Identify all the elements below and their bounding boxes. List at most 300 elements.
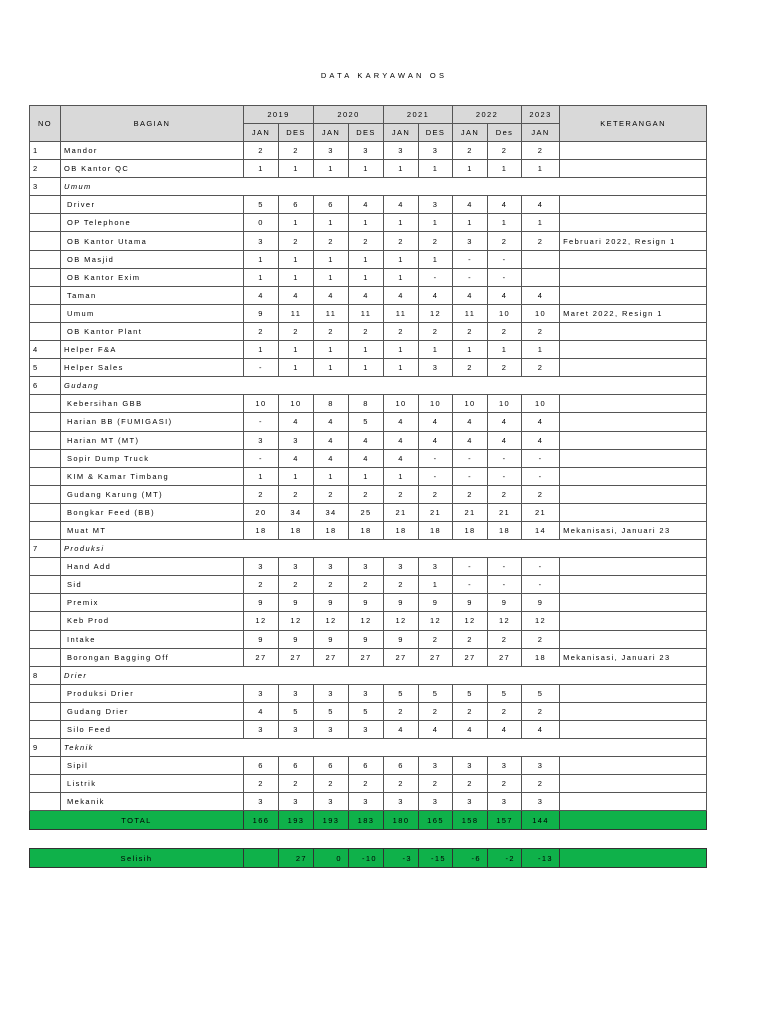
row-value: 3: [244, 558, 279, 576]
row-value: -: [453, 558, 488, 576]
row-no: [30, 232, 61, 250]
row-value: 6: [279, 196, 314, 214]
row-value: 2: [488, 142, 522, 160]
row-no: [30, 775, 61, 793]
row-value: 1: [349, 341, 384, 359]
row-value: 1: [522, 214, 560, 232]
table-row: [30, 214, 707, 232]
row-bagian: OB Kantor Plant: [61, 322, 244, 340]
row-value: 3: [314, 684, 349, 702]
row-value: 5: [488, 684, 522, 702]
row-bagian: Sopir Dump Truck: [61, 449, 244, 467]
section-row: [30, 540, 707, 558]
row-no: [30, 576, 61, 594]
row-value: 3: [419, 359, 453, 377]
row-keterangan: [560, 721, 707, 739]
row-value: 12: [314, 612, 349, 630]
row-value: 3: [349, 142, 384, 160]
row-no: [30, 702, 61, 720]
row-bagian: OB Masjid: [61, 250, 244, 268]
row-keterangan: [560, 322, 707, 340]
row-value: 4: [453, 196, 488, 214]
row-keterangan: [560, 449, 707, 467]
row-value: 3: [279, 721, 314, 739]
row-bagian: Keb Prod: [61, 612, 244, 630]
row-bagian: Mekanik: [61, 793, 244, 811]
row-bagian: OP Telephone: [61, 214, 244, 232]
row-value: 5: [349, 702, 384, 720]
row-value: 2: [453, 775, 488, 793]
row-value: 3: [244, 793, 279, 811]
row-value: 2: [349, 775, 384, 793]
table-row: [30, 757, 707, 775]
row-bagian: Gudang Karung (MT): [61, 485, 244, 503]
row-value: 11: [384, 304, 419, 322]
table-row: [30, 521, 707, 539]
row-value: 3: [279, 793, 314, 811]
row-bagian: Driver: [61, 196, 244, 214]
row-value: 3: [384, 142, 419, 160]
row-keterangan: [560, 395, 707, 413]
row-bagian: Sid: [61, 576, 244, 594]
row-bagian: Drier: [61, 666, 707, 684]
row-no: [30, 322, 61, 340]
row-value: 1: [349, 160, 384, 178]
total-value: 193: [279, 811, 314, 829]
row-bagian: Produksi: [61, 540, 707, 558]
row-value: -: [453, 467, 488, 485]
row-value: 6: [279, 757, 314, 775]
row-bagian: Gudang Drier: [61, 702, 244, 720]
row-bagian: Intake: [61, 630, 244, 648]
row-value: 1: [522, 341, 560, 359]
row-value: 27: [279, 648, 314, 666]
total-value: 157: [488, 811, 522, 829]
row-keterangan: [560, 160, 707, 178]
table-row: [30, 558, 707, 576]
header-year-2021: 2021: [384, 106, 453, 124]
row-no: 6: [30, 377, 61, 395]
row-no: [30, 630, 61, 648]
row-value: 2: [488, 702, 522, 720]
row-value: 2: [522, 359, 560, 377]
row-keterangan: [560, 558, 707, 576]
header-year-2023: 2023: [522, 106, 560, 124]
row-value: 1: [279, 250, 314, 268]
row-value: 2: [522, 775, 560, 793]
row-no: [30, 721, 61, 739]
row-value: -: [244, 413, 279, 431]
selisih-value: [244, 849, 279, 868]
row-value: 4: [419, 721, 453, 739]
row-value: 18: [244, 521, 279, 539]
row-value: 27: [384, 648, 419, 666]
row-value: 10: [453, 395, 488, 413]
row-value: 2: [522, 322, 560, 340]
selisih-value: -13: [522, 849, 560, 868]
row-value: 1: [419, 576, 453, 594]
row-value: 1: [314, 359, 349, 377]
row-value: 1: [244, 341, 279, 359]
total-value: 165: [419, 811, 453, 829]
row-value: 20: [244, 503, 279, 521]
row-keterangan: Mekanisasi, Januari 23: [560, 648, 707, 666]
row-value: 9: [244, 630, 279, 648]
row-value: 2: [419, 702, 453, 720]
row-value: [522, 250, 560, 268]
row-value: 2: [522, 142, 560, 160]
row-value: 5: [419, 684, 453, 702]
row-no: [30, 413, 61, 431]
row-no: [30, 449, 61, 467]
table-row: [30, 630, 707, 648]
row-value: 10: [244, 395, 279, 413]
row-value: 3: [384, 793, 419, 811]
table-row: [30, 793, 707, 811]
row-keterangan: [560, 594, 707, 612]
row-bagian: OB Kantor Exim: [61, 268, 244, 286]
row-value: 1: [314, 250, 349, 268]
row-value: 2: [419, 322, 453, 340]
row-no: [30, 793, 61, 811]
row-value: 3: [244, 431, 279, 449]
row-value: 4: [384, 721, 419, 739]
row-value: 21: [522, 503, 560, 521]
total-value: 144: [522, 811, 560, 829]
row-value: 18: [349, 521, 384, 539]
row-value: 14: [522, 521, 560, 539]
row-bagian: Silo Feed: [61, 721, 244, 739]
row-value: 4: [488, 413, 522, 431]
row-value: 0: [244, 214, 279, 232]
row-value: 2: [384, 485, 419, 503]
row-bagian: Gudang: [61, 377, 707, 395]
row-bagian: Mandor: [61, 142, 244, 160]
row-keterangan: [560, 341, 707, 359]
row-value: 2: [522, 630, 560, 648]
row-value: 2: [244, 485, 279, 503]
row-keterangan: [560, 413, 707, 431]
row-value: 18: [314, 521, 349, 539]
row-value: 1: [384, 214, 419, 232]
row-value: 21: [384, 503, 419, 521]
row-value: 1: [384, 250, 419, 268]
row-value: 3: [349, 721, 384, 739]
row-value: 4: [279, 449, 314, 467]
row-value: 1: [349, 250, 384, 268]
row-value: 3: [279, 684, 314, 702]
row-value: 4: [522, 431, 560, 449]
total-label: TOTAL: [30, 811, 244, 829]
row-bagian: Listrik: [61, 775, 244, 793]
total-keterangan: [560, 811, 707, 829]
row-value: 1: [279, 214, 314, 232]
row-value: -: [522, 576, 560, 594]
row-bagian: Helper Sales: [61, 359, 244, 377]
row-value: 4: [384, 431, 419, 449]
row-no: 8: [30, 666, 61, 684]
row-value: -: [453, 250, 488, 268]
row-value: 1: [453, 160, 488, 178]
row-keterangan: [560, 775, 707, 793]
row-bagian: Hand Add: [61, 558, 244, 576]
row-value: 12: [279, 612, 314, 630]
selisih-label: Selisih: [30, 849, 244, 868]
row-value: 1: [384, 467, 419, 485]
row-value: 34: [279, 503, 314, 521]
row-no: [30, 503, 61, 521]
row-value: 2: [453, 142, 488, 160]
row-bagian: Umum: [61, 178, 707, 196]
row-value: 2: [419, 485, 453, 503]
selisih-table: [29, 848, 707, 868]
row-value: 3: [314, 558, 349, 576]
row-value: 11: [279, 304, 314, 322]
row-value: 1: [244, 250, 279, 268]
row-no: [30, 612, 61, 630]
row-no: 2: [30, 160, 61, 178]
row-no: 4: [30, 341, 61, 359]
header-month: JAN: [384, 124, 419, 142]
selisih-value: 0: [314, 849, 349, 868]
row-value: 1: [349, 268, 384, 286]
row-value: 3: [488, 757, 522, 775]
header-month: Des: [488, 124, 522, 142]
row-value: 4: [488, 431, 522, 449]
row-value: 4: [314, 449, 349, 467]
row-value: 2: [384, 702, 419, 720]
row-value: 3: [488, 793, 522, 811]
header-year-2019: 2019: [244, 106, 314, 124]
row-value: 12: [384, 612, 419, 630]
row-value: 2: [314, 576, 349, 594]
row-value: 3: [419, 558, 453, 576]
section-row: [30, 739, 707, 757]
row-no: [30, 431, 61, 449]
row-keterangan: [560, 359, 707, 377]
row-value: 2: [488, 630, 522, 648]
row-value: 2: [244, 576, 279, 594]
row-value: 2: [314, 775, 349, 793]
row-value: 5: [279, 702, 314, 720]
row-value: 3: [419, 142, 453, 160]
table-row: [30, 142, 707, 160]
row-value: 4: [453, 431, 488, 449]
row-value: 4: [279, 286, 314, 304]
row-no: [30, 304, 61, 322]
row-value: 5: [349, 413, 384, 431]
row-value: 1: [314, 268, 349, 286]
row-value: -: [488, 558, 522, 576]
row-value: 2: [279, 142, 314, 160]
row-no: [30, 485, 61, 503]
row-value: 11: [453, 304, 488, 322]
header-month: JAN: [522, 124, 560, 142]
row-value: 1: [419, 214, 453, 232]
row-value: 5: [314, 702, 349, 720]
row-value: 27: [349, 648, 384, 666]
table-row: [30, 648, 707, 666]
row-value: 12: [522, 612, 560, 630]
table-row: [30, 775, 707, 793]
row-value: 27: [314, 648, 349, 666]
row-value: 2: [488, 775, 522, 793]
row-value: 1: [384, 160, 419, 178]
row-value: 9: [488, 594, 522, 612]
row-value: 12: [488, 612, 522, 630]
selisih-row: [30, 849, 707, 868]
row-value: 2: [384, 775, 419, 793]
row-value: 3: [314, 721, 349, 739]
row-bagian: Bongkar Feed (BB): [61, 503, 244, 521]
row-value: 6: [314, 757, 349, 775]
row-value: 3: [419, 757, 453, 775]
row-value: 1: [419, 160, 453, 178]
header-no: NO: [30, 106, 61, 142]
row-value: 6: [244, 757, 279, 775]
row-keterangan: [560, 503, 707, 521]
row-no: [30, 268, 61, 286]
row-value: 8: [314, 395, 349, 413]
row-value: 4: [349, 431, 384, 449]
row-value: 4: [453, 721, 488, 739]
table-row: [30, 304, 707, 322]
row-value: -: [453, 268, 488, 286]
row-value: 4: [522, 196, 560, 214]
row-value: 4: [314, 286, 349, 304]
row-value: 12: [244, 612, 279, 630]
table-row: [30, 359, 707, 377]
table-row: [30, 431, 707, 449]
row-value: 2: [279, 485, 314, 503]
row-value: 4: [349, 449, 384, 467]
row-no: [30, 521, 61, 539]
row-value: 1: [279, 467, 314, 485]
row-no: [30, 214, 61, 232]
row-value: -: [522, 558, 560, 576]
row-value: 27: [453, 648, 488, 666]
row-value: 1: [279, 268, 314, 286]
row-value: 11: [314, 304, 349, 322]
row-value: 1: [419, 250, 453, 268]
row-value: 2: [488, 359, 522, 377]
row-value: -: [453, 449, 488, 467]
row-value: 3: [384, 558, 419, 576]
row-value: 9: [244, 304, 279, 322]
row-value: 18: [522, 648, 560, 666]
row-value: 4: [419, 431, 453, 449]
row-keterangan: Mekanisasi, Januari 23: [560, 521, 707, 539]
selisih-keterangan: [560, 849, 707, 868]
row-value: 2: [314, 485, 349, 503]
row-keterangan: [560, 196, 707, 214]
row-value: 2: [349, 576, 384, 594]
row-value: 10: [279, 395, 314, 413]
row-keterangan: [560, 467, 707, 485]
total-value: 180: [384, 811, 419, 829]
selisih-value: -6: [453, 849, 488, 868]
row-value: 4: [453, 413, 488, 431]
row-value: 9: [453, 594, 488, 612]
row-value: 9: [522, 594, 560, 612]
row-value: 6: [384, 757, 419, 775]
row-no: [30, 594, 61, 612]
row-value: 5: [453, 684, 488, 702]
row-keterangan: [560, 612, 707, 630]
row-value: 2: [522, 702, 560, 720]
row-value: -: [419, 449, 453, 467]
row-value: 3: [314, 142, 349, 160]
total-value: 183: [349, 811, 384, 829]
table-row: [30, 413, 707, 431]
row-value: 21: [453, 503, 488, 521]
row-value: 3: [314, 793, 349, 811]
row-value: 3: [453, 232, 488, 250]
row-value: 1: [384, 268, 419, 286]
header-month: JAN: [244, 124, 279, 142]
row-value: 9: [314, 630, 349, 648]
row-no: [30, 757, 61, 775]
row-value: 18: [488, 521, 522, 539]
row-value: 2: [279, 322, 314, 340]
row-value: 2: [349, 485, 384, 503]
row-value: 6: [349, 757, 384, 775]
section-row: [30, 666, 707, 684]
header-month: JAN: [314, 124, 349, 142]
header-month: DES: [349, 124, 384, 142]
row-no: [30, 467, 61, 485]
row-value: 1: [349, 467, 384, 485]
row-value: 1: [279, 341, 314, 359]
row-value: 1: [244, 268, 279, 286]
row-value: 3: [419, 196, 453, 214]
row-value: 4: [488, 286, 522, 304]
row-value: 4: [314, 431, 349, 449]
row-no: 7: [30, 540, 61, 558]
row-value: 12: [453, 612, 488, 630]
row-value: 1: [522, 160, 560, 178]
row-value: -: [488, 467, 522, 485]
table-row: [30, 684, 707, 702]
row-value: 2: [453, 702, 488, 720]
row-value: -: [488, 576, 522, 594]
row-bagian: Teknik: [61, 739, 707, 757]
row-value: 34: [314, 503, 349, 521]
row-value: -: [453, 576, 488, 594]
row-value: 18: [453, 521, 488, 539]
row-bagian: Taman: [61, 286, 244, 304]
row-value: 3: [244, 232, 279, 250]
row-value: 4: [522, 413, 560, 431]
row-value: 18: [279, 521, 314, 539]
row-value: -: [419, 268, 453, 286]
row-no: 3: [30, 178, 61, 196]
page-title: DATA KARYAWAN OS: [320, 71, 448, 80]
row-value: 3: [279, 558, 314, 576]
row-value: 8: [349, 395, 384, 413]
section-row: [30, 178, 707, 196]
row-value: 9: [279, 594, 314, 612]
row-value: 10: [488, 395, 522, 413]
table-row: [30, 232, 707, 250]
row-keterangan: [560, 702, 707, 720]
row-value: 3: [453, 793, 488, 811]
header-keterangan: KETERANGAN: [560, 106, 707, 142]
row-value: 9: [384, 594, 419, 612]
header-month: JAN: [453, 124, 488, 142]
row-value: 4: [522, 286, 560, 304]
row-bagian: Borongan Bagging Off: [61, 648, 244, 666]
